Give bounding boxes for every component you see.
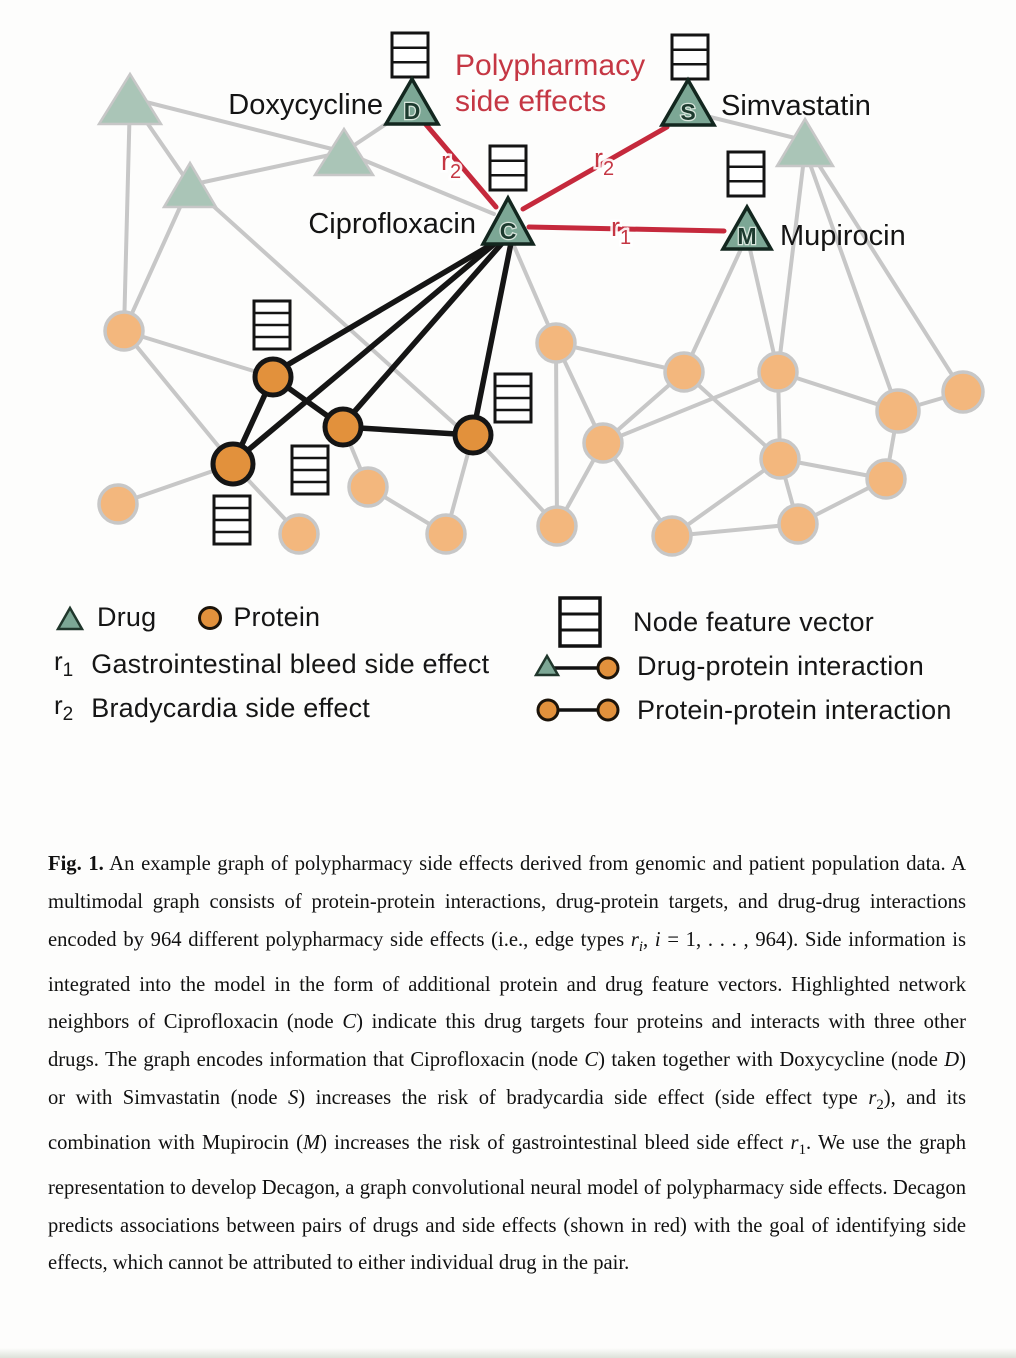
legend-r1-text: Gastrointestinal bleed side effect — [91, 648, 490, 679]
feature-vector-icon — [490, 146, 526, 190]
faded-drug-node — [315, 129, 373, 175]
background-edge — [556, 343, 557, 526]
legend-r2-symbol: $r_2$ — [54, 690, 74, 726]
background-edge — [124, 331, 233, 464]
legend-row-feature-vector — [558, 596, 874, 648]
faded-protein-node — [867, 460, 905, 498]
feature-vector-icon — [672, 35, 708, 79]
label-simvastatin: Simvastatin — [721, 90, 871, 122]
drug-letter-d: D — [403, 98, 421, 124]
figure-title-line1: Polypharmacy — [455, 49, 646, 82]
label-ciprofloxacin: Ciprofloxacin — [308, 208, 476, 240]
faded-protein-node — [538, 507, 576, 545]
relation-label-r2-right: $r_2$ — [594, 143, 615, 180]
faded-protein-node — [537, 324, 575, 362]
relation-label-r2-left: $r_2$ — [441, 146, 462, 183]
legend-r1-symbol: $r_1$ — [54, 646, 74, 682]
faded-drug-node — [777, 119, 833, 166]
figure-caption: Fig. 1. An example graph of polypharmacy side effects derived from genomic and patient population data. A multimodal graph consists of protein-protein interactions, drug-protein targets, and drug-drug interactions encoded by 964 different polypharmacy side effects (i.e., edge types $r_i$, i = 1, . . . , 964). Side information is integrated into the model in the form of additional protein and drug feature vectors. Highlighted network neighbors of Ciprofloxacin (node C) indicate this drug targets four proteins and interacts with three other drugs. The graph encodes information that Ciprofloxacin (node C) taken together with Doxycycline (node D) or with Simvastatin (node S) increases the risk of bradycardia side effect (side effect type $r_2$), and its combination with Mupirocin (M) increases the risk of gastrointestinal bleed side effect $r_1$. We use the graph representation to develop Decagon, a graph convolutional neural model of polypharmacy side effects. Decagon predicts associations between pairs of drugs and side effects (shown in red) with the goal of identifying side effects, which cannot be attributed to either individual drug in the pair. — [48, 853, 966, 1275]
background-edge — [778, 150, 805, 372]
figure-title-line2: side effects — [455, 85, 607, 118]
scan-artifact-strip — [0, 1348, 1016, 1358]
faded-protein-node — [427, 515, 465, 553]
feature-vector-icon — [558, 596, 602, 648]
background-edge — [747, 236, 778, 372]
background-edge — [124, 331, 273, 377]
faded-drug-node — [99, 74, 161, 124]
protein-node — [325, 409, 361, 445]
faded-drug-node — [164, 163, 216, 207]
faded-protein-node — [665, 353, 703, 391]
faded-protein-node — [761, 440, 799, 478]
legend-row-node-types — [55, 602, 320, 633]
faded-protein-node — [877, 390, 919, 432]
feature-vector-icon — [292, 446, 328, 494]
legend-protein-protein-label: Protein-protein interaction — [637, 694, 952, 725]
background-edge — [684, 236, 747, 372]
feature-vector-icon — [495, 374, 531, 422]
protein-node — [213, 444, 253, 484]
legend-protein-label: Protein — [233, 602, 321, 632]
faded-protein-node — [943, 372, 983, 412]
figure-title — [455, 49, 645, 118]
feature-vector-icon — [728, 152, 764, 196]
drug-letter-s: S — [680, 99, 696, 125]
background-edge — [344, 152, 494, 214]
faded-protein-node — [653, 517, 691, 555]
faded-protein-node — [584, 424, 622, 462]
feature-vector-icon — [392, 33, 428, 77]
legend-row-r2 — [54, 692, 370, 724]
drug-protein-edge-icon — [534, 650, 624, 682]
network-figure — [0, 0, 1016, 580]
legend-drug-protein-label: Drug-protein interaction — [637, 650, 924, 681]
drug-letter-c: C — [499, 218, 517, 244]
legend-r2-text: Bradycardia side effect — [91, 692, 371, 723]
faded-protein-node — [349, 468, 387, 506]
protein-circle-icon — [196, 604, 224, 632]
background-edge — [124, 98, 130, 331]
legend-drug-label: Drug — [97, 602, 157, 632]
label-mupirocin: Mupirocin — [780, 220, 906, 252]
feature-vector-icon — [214, 496, 250, 544]
background-edge — [805, 150, 898, 411]
faded-protein-node — [99, 485, 137, 523]
background-edge — [805, 143, 963, 392]
protein-node — [455, 417, 491, 453]
faded-protein-node — [779, 505, 817, 543]
legend-feature-label: Node feature vector — [633, 606, 874, 637]
feature-vector-icon — [254, 301, 290, 349]
label-doxycycline: Doxycycline — [228, 89, 383, 121]
legend-row-protein-protein — [534, 694, 952, 726]
drug-protein-edge — [277, 239, 501, 371]
faded-protein-node — [759, 353, 797, 391]
legend-row-drug-protein — [534, 650, 924, 682]
protein-protein-edge-icon — [534, 694, 624, 726]
drug-letter-m: M — [737, 223, 757, 249]
legend-row-r1 — [54, 648, 489, 680]
relation-label-r1: $r_1$ — [611, 212, 632, 249]
faded-protein-node — [105, 312, 143, 350]
faded-protein-node — [280, 515, 318, 553]
protein-node — [255, 359, 291, 395]
drug-triangle-icon — [55, 605, 85, 631]
